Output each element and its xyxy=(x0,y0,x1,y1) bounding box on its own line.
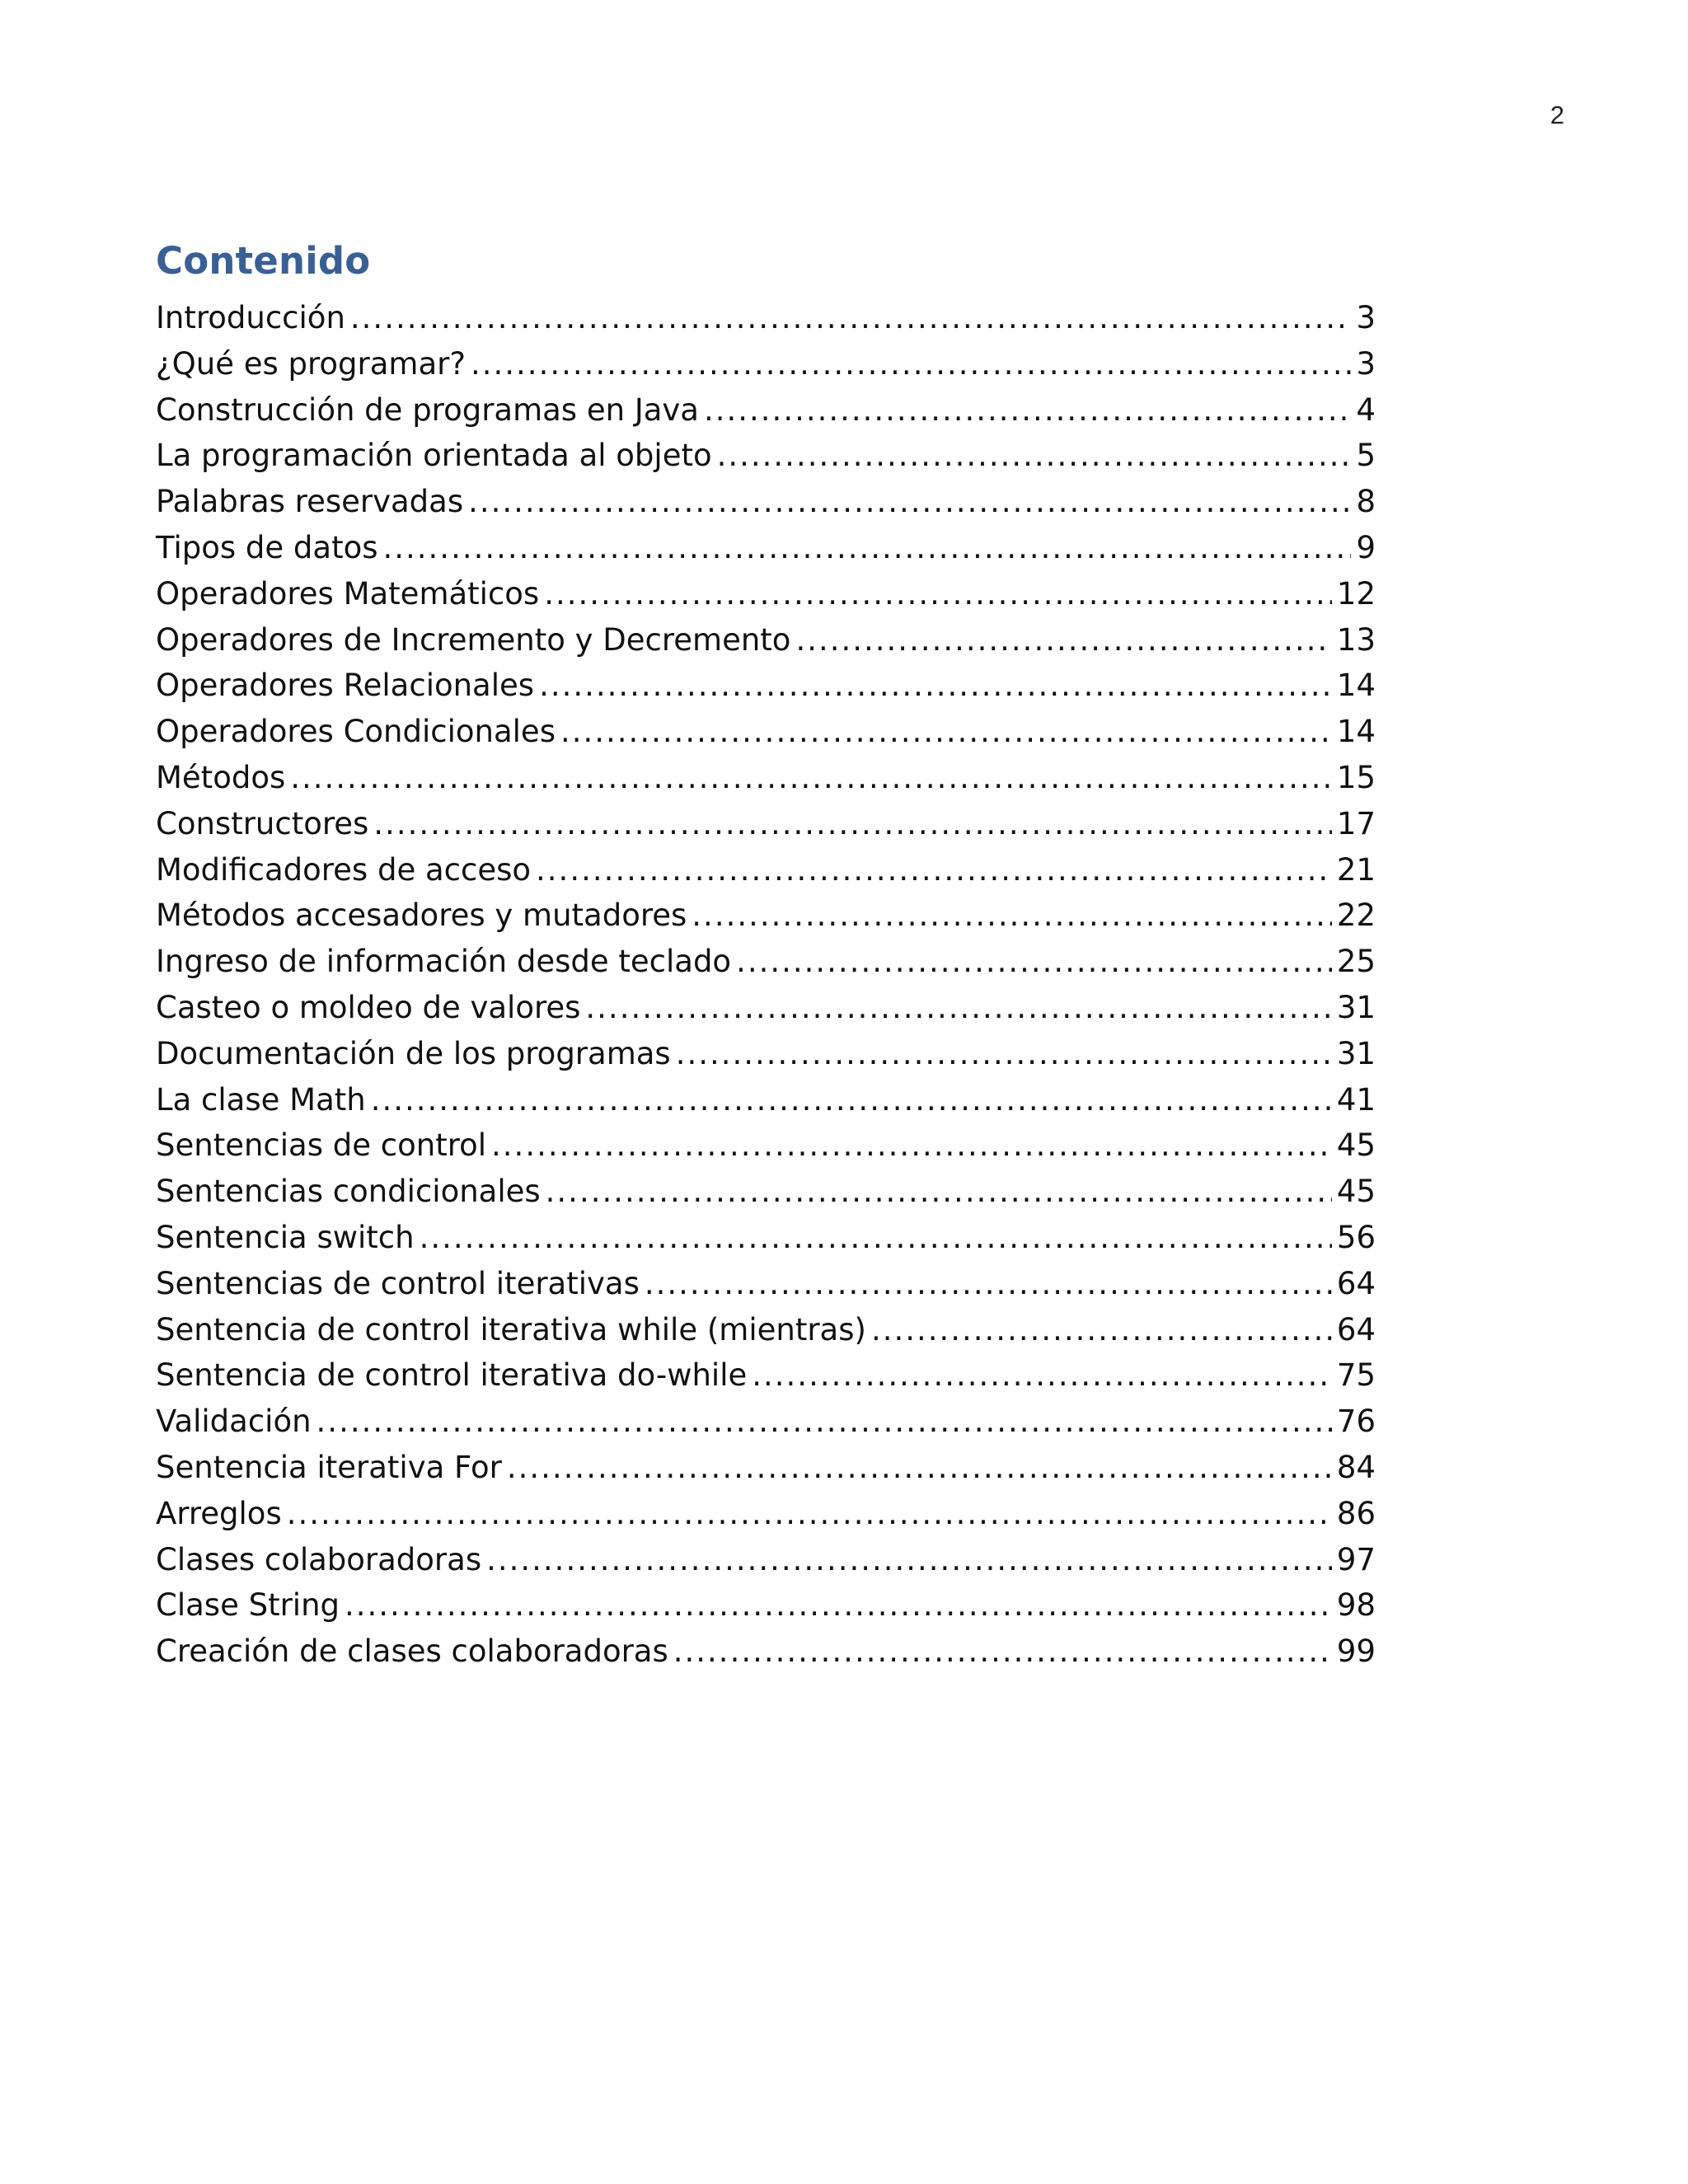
toc-entry[interactable] xyxy=(156,939,1376,985)
toc-entry[interactable] xyxy=(156,433,1376,479)
toc-entry-label: ¿Qué es programar? xyxy=(156,345,466,382)
toc-entry-page: 3 xyxy=(1356,345,1376,382)
toc-entry-page: 86 xyxy=(1336,1495,1376,1531)
toc-entry[interactable] xyxy=(156,387,1376,434)
toc-entry-page: 98 xyxy=(1336,1587,1376,1624)
toc-entry-page: 31 xyxy=(1336,989,1376,1025)
toc-entry[interactable] xyxy=(156,341,1376,387)
toc-entry[interactable] xyxy=(156,479,1376,525)
dot-leader xyxy=(692,893,1332,939)
toc-entry-page: 14 xyxy=(1336,668,1376,704)
toc-entry[interactable] xyxy=(156,571,1376,617)
dot-leader xyxy=(371,1077,1332,1123)
toc-entry[interactable] xyxy=(156,1261,1376,1307)
toc-entry-page: 4 xyxy=(1356,391,1376,428)
toc-entry-page: 64 xyxy=(1336,1311,1376,1347)
toc-entry-page: 22 xyxy=(1336,898,1376,934)
page-number: 2 xyxy=(1550,101,1564,129)
dot-leader xyxy=(536,847,1332,893)
dot-leader xyxy=(287,1491,1332,1537)
toc-entry[interactable] xyxy=(156,1491,1376,1537)
dot-leader xyxy=(471,341,1351,387)
toc-entry[interactable] xyxy=(156,617,1376,663)
toc-entry-label: Sentencias de control xyxy=(156,1127,487,1164)
toc-entry[interactable] xyxy=(156,709,1376,755)
toc-entry-label: Documentación de los programas xyxy=(156,1035,671,1071)
dot-leader xyxy=(539,663,1332,709)
toc-entry-page: 5 xyxy=(1356,438,1376,474)
toc-entry-label: Casteo o moldeo de valores xyxy=(156,989,581,1025)
dot-leader xyxy=(345,1582,1332,1629)
toc-entry[interactable] xyxy=(156,1537,1376,1583)
toc-entry[interactable] xyxy=(156,1582,1376,1629)
toc-entry[interactable] xyxy=(156,847,1376,893)
toc-entry-label: Sentencias condicionales xyxy=(156,1174,541,1210)
toc-list xyxy=(156,295,1376,1675)
toc-entry-label: Sentencia de control iterativa while (mientras) xyxy=(156,1311,866,1347)
toc-entry-page: 41 xyxy=(1336,1081,1376,1118)
toc-entry-page: 25 xyxy=(1336,944,1376,980)
table-of-contents xyxy=(156,234,1376,1675)
toc-entry[interactable] xyxy=(156,1077,1376,1123)
toc-entry-label: Modificadores de acceso xyxy=(156,851,532,888)
toc-entry-page: 45 xyxy=(1336,1174,1376,1210)
toc-entry-label: Palabras reservadas xyxy=(156,484,464,520)
dot-leader xyxy=(871,1307,1332,1353)
toc-entry-label: Creación de clases colaboradoras xyxy=(156,1633,668,1670)
dot-leader xyxy=(645,1261,1332,1307)
toc-entry-label: Operadores Condicionales xyxy=(156,714,556,750)
toc-entry-page: 56 xyxy=(1336,1219,1376,1255)
toc-entry-page: 31 xyxy=(1336,1035,1376,1071)
toc-entry-page: 75 xyxy=(1336,1357,1376,1394)
toc-entry-page: 3 xyxy=(1356,300,1376,335)
toc-entry[interactable] xyxy=(156,985,1376,1031)
toc-entry[interactable] xyxy=(156,1169,1376,1215)
toc-entry-label: Sentencias de control iterativas xyxy=(156,1265,640,1301)
toc-entry[interactable] xyxy=(156,893,1376,939)
dot-leader xyxy=(585,985,1332,1031)
toc-entry-label: La clase Math xyxy=(156,1081,366,1118)
toc-entry-label: Sentencia de control iterativa do-while xyxy=(156,1357,748,1394)
dot-leader xyxy=(316,1399,1332,1445)
dot-leader xyxy=(673,1629,1332,1675)
toc-entry-label: Sentencia switch xyxy=(156,1219,415,1255)
toc-entry[interactable] xyxy=(156,1215,1376,1261)
toc-entry[interactable] xyxy=(156,1629,1376,1675)
dot-leader xyxy=(560,709,1332,755)
toc-entry[interactable] xyxy=(156,1031,1376,1077)
toc-entry[interactable] xyxy=(156,755,1376,801)
dot-leader xyxy=(752,1352,1332,1399)
toc-entry-page: 13 xyxy=(1336,621,1376,658)
toc-entry-page: 97 xyxy=(1336,1541,1376,1577)
toc-entry-page: 99 xyxy=(1336,1633,1376,1670)
toc-entry-label: Tipos de datos xyxy=(156,529,378,565)
toc-entry-label: Operadores de Incremento y Decremento xyxy=(156,621,791,658)
toc-entry[interactable] xyxy=(156,295,1376,341)
toc-entry-label: Métodos xyxy=(156,759,286,795)
toc-entry-label: Construcción de programas en Java xyxy=(156,391,699,428)
toc-entry-page: 12 xyxy=(1336,575,1376,612)
toc-entry-page: 84 xyxy=(1336,1449,1376,1485)
toc-entry-page: 15 xyxy=(1336,759,1376,795)
dot-leader xyxy=(544,571,1332,617)
toc-entry-page: 64 xyxy=(1336,1265,1376,1301)
dot-leader xyxy=(383,525,1352,571)
toc-entry-label: Clases colaboradoras xyxy=(156,1541,482,1577)
dot-leader xyxy=(507,1445,1332,1491)
toc-entry[interactable] xyxy=(156,1307,1376,1353)
toc-entry-page: 21 xyxy=(1336,851,1376,888)
toc-entry-page: 8 xyxy=(1356,484,1376,520)
toc-entry-label: Validación xyxy=(156,1404,312,1440)
dot-leader xyxy=(373,801,1332,847)
toc-entry[interactable] xyxy=(156,801,1376,847)
dot-leader xyxy=(546,1169,1332,1215)
toc-entry-label: La programación orientada al objeto xyxy=(156,438,712,474)
toc-entry[interactable] xyxy=(156,525,1376,571)
toc-entry[interactable] xyxy=(156,1352,1376,1399)
dot-leader xyxy=(290,755,1332,801)
dot-leader xyxy=(420,1215,1332,1261)
toc-entry-page: 17 xyxy=(1336,805,1376,841)
toc-entry[interactable] xyxy=(156,1399,1376,1445)
toc-entry-label: Operadores Matemáticos xyxy=(156,575,540,612)
toc-entry-label: Métodos accesadores y mutadores xyxy=(156,898,687,934)
dot-leader xyxy=(736,939,1332,985)
toc-entry-label: Sentencia iterativa For xyxy=(156,1449,502,1485)
toc-entry-page: 45 xyxy=(1336,1127,1376,1164)
toc-entry-page: 76 xyxy=(1336,1404,1376,1440)
dot-leader xyxy=(491,1122,1332,1169)
dot-leader xyxy=(704,387,1351,434)
toc-entry-page: 14 xyxy=(1336,714,1376,750)
toc-entry-page: 9 xyxy=(1356,529,1376,565)
toc-entry-label: Constructores xyxy=(156,805,369,841)
toc-entry-label: Arreglos xyxy=(156,1495,282,1531)
dot-leader xyxy=(486,1537,1332,1583)
toc-entry-label: Ingreso de información desde teclado xyxy=(156,944,732,980)
toc-entry[interactable] xyxy=(156,1122,1376,1169)
toc-entry-label: Clase String xyxy=(156,1587,340,1624)
dot-leader xyxy=(350,295,1352,341)
dot-leader xyxy=(795,617,1331,663)
toc-entry-label: Introducción xyxy=(156,300,345,335)
dot-leader xyxy=(676,1031,1332,1077)
dot-leader xyxy=(468,479,1351,525)
toc-entry[interactable] xyxy=(156,1445,1376,1491)
toc-title: Contenido xyxy=(156,239,371,283)
dot-leader xyxy=(717,433,1352,479)
toc-entry[interactable] xyxy=(156,663,1376,709)
toc-entry-label: Operadores Relacionales xyxy=(156,668,535,704)
